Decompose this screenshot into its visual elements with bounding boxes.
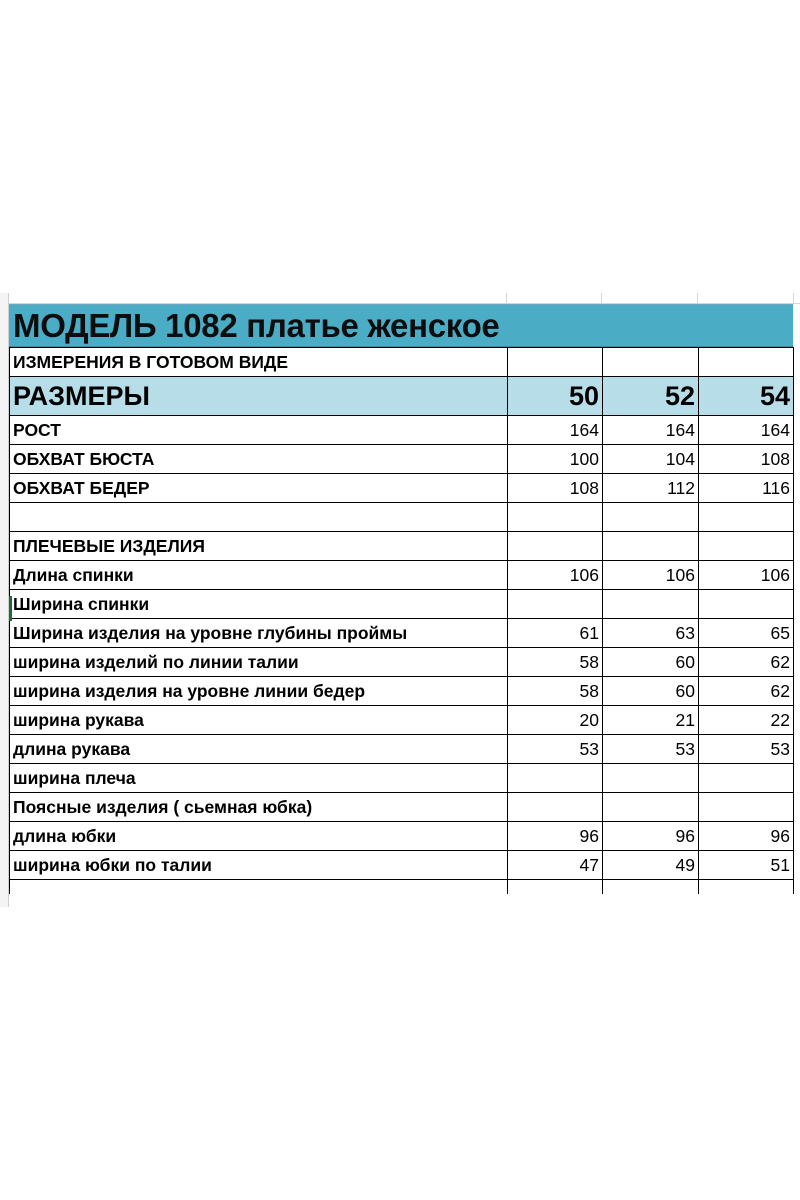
value-cell[interactable]: 58 (508, 677, 603, 706)
table-row (10, 474, 794, 503)
row-label-cell[interactable]: длина рукава (10, 735, 508, 764)
value-cell[interactable] (603, 764, 699, 793)
subtitle-row (10, 348, 794, 377)
size-cell[interactable]: 54 (699, 377, 794, 416)
row-label-cell[interactable]: ПЛЕЧЕВЫЕ ИЗДЕЛИЯ (10, 532, 508, 561)
value-cell[interactable]: 164 (699, 416, 794, 445)
model-title[interactable]: МОДЕЛЬ 1082 платье женское (9, 304, 793, 347)
row-label-cell[interactable]: РОСТ (10, 416, 508, 445)
size-cell[interactable]: 50 (508, 377, 603, 416)
empty-cell[interactable] (603, 880, 699, 894)
value-cell[interactable]: 106 (699, 561, 794, 590)
table-row (10, 445, 794, 474)
previous-row-gridline (9, 293, 800, 304)
value-cell[interactable]: 96 (603, 822, 699, 851)
table-row (10, 764, 794, 793)
value-cell[interactable] (699, 532, 794, 561)
value-cell[interactable]: 53 (508, 735, 603, 764)
value-cell[interactable]: 164 (508, 416, 603, 445)
row-label-cell[interactable]: ширина изделий по линии талии (10, 648, 508, 677)
row-label-cell[interactable]: Длина спинки (10, 561, 508, 590)
gridline (506, 293, 507, 304)
empty-cell[interactable] (603, 348, 699, 377)
value-cell[interactable]: 61 (508, 619, 603, 648)
active-cell-marker (9, 596, 12, 621)
table-row (10, 648, 794, 677)
value-cell[interactable]: 58 (508, 648, 603, 677)
value-cell[interactable] (699, 503, 794, 532)
table-row (10, 416, 794, 445)
value-cell[interactable]: 62 (699, 648, 794, 677)
size-chart-sheet (9, 293, 800, 907)
value-cell[interactable]: 53 (699, 735, 794, 764)
value-cell[interactable]: 22 (699, 706, 794, 735)
empty-cell[interactable] (508, 348, 603, 377)
value-cell[interactable]: 60 (603, 648, 699, 677)
gridline (793, 293, 794, 304)
table-row (10, 561, 794, 590)
value-cell[interactable] (603, 503, 699, 532)
value-cell[interactable]: 112 (603, 474, 699, 503)
value-cell[interactable]: 21 (603, 706, 699, 735)
gridline (697, 293, 698, 304)
value-cell[interactable] (508, 764, 603, 793)
value-cell[interactable]: 108 (699, 445, 794, 474)
value-cell[interactable]: 20 (508, 706, 603, 735)
empty-cell[interactable] (699, 348, 794, 377)
value-cell[interactable]: 60 (603, 677, 699, 706)
sizes-label-cell[interactable]: РАЗМЕРЫ (10, 377, 508, 416)
value-cell[interactable]: 164 (603, 416, 699, 445)
empty-cell[interactable] (10, 880, 508, 894)
value-cell[interactable]: 100 (508, 445, 603, 474)
value-cell[interactable] (508, 590, 603, 619)
value-cell[interactable]: 108 (508, 474, 603, 503)
row-header-strip (0, 293, 9, 907)
size-cell[interactable]: 52 (603, 377, 699, 416)
partial-table-row (10, 880, 794, 894)
row-label-cell[interactable] (10, 503, 508, 532)
table-row (10, 793, 794, 822)
size-table (9, 347, 794, 894)
row-label-cell[interactable]: Ширина изделия на уровне глубины проймы (10, 619, 508, 648)
value-cell[interactable] (603, 590, 699, 619)
value-cell[interactable] (508, 532, 603, 561)
table-row (10, 677, 794, 706)
value-cell[interactable]: 116 (699, 474, 794, 503)
gridline (601, 293, 602, 304)
value-cell[interactable]: 49 (603, 851, 699, 880)
value-cell[interactable]: 106 (508, 561, 603, 590)
value-cell[interactable]: 65 (699, 619, 794, 648)
row-label-cell[interactable]: ОБХВАТ БЮСТА (10, 445, 508, 474)
value-cell[interactable] (699, 793, 794, 822)
table-row (10, 503, 794, 532)
row-label-cell[interactable]: ширина рукава (10, 706, 508, 735)
value-cell[interactable] (508, 503, 603, 532)
row-label-cell[interactable]: ширина плеча (10, 764, 508, 793)
table-row (10, 735, 794, 764)
table-row (10, 590, 794, 619)
value-cell[interactable]: 47 (508, 851, 603, 880)
row-label-cell[interactable]: Ширина спинки (10, 590, 508, 619)
empty-cell[interactable] (508, 880, 603, 894)
row-label-cell[interactable]: ширина изделия на уровне линии бедер (10, 677, 508, 706)
value-cell[interactable]: 63 (603, 619, 699, 648)
value-cell[interactable]: 106 (603, 561, 699, 590)
table-row (10, 851, 794, 880)
value-cell[interactable]: 96 (699, 822, 794, 851)
value-cell[interactable]: 51 (699, 851, 794, 880)
table-row (10, 532, 794, 561)
value-cell[interactable]: 62 (699, 677, 794, 706)
row-label-cell[interactable]: Поясные изделия ( сьемная юбка) (10, 793, 508, 822)
row-label-cell[interactable]: ОБХВАТ БЕДЕР (10, 474, 508, 503)
value-cell[interactable] (699, 764, 794, 793)
row-label-cell[interactable]: ширина юбки по талии (10, 851, 508, 880)
value-cell[interactable] (603, 793, 699, 822)
value-cell[interactable]: 53 (603, 735, 699, 764)
table-row (10, 706, 794, 735)
sizes-header-row (10, 377, 794, 416)
row-label-cell[interactable]: длина юбки (10, 822, 508, 851)
value-cell[interactable] (699, 590, 794, 619)
value-cell[interactable]: 96 (508, 822, 603, 851)
subtitle-cell[interactable]: ИЗМЕРЕНИЯ В ГОТОВОМ ВИДЕ (10, 348, 508, 377)
value-cell[interactable]: 104 (603, 445, 699, 474)
value-cell[interactable] (603, 532, 699, 561)
value-cell[interactable] (508, 793, 603, 822)
empty-cell[interactable] (699, 880, 794, 894)
table-row (10, 619, 794, 648)
table-row (10, 822, 794, 851)
